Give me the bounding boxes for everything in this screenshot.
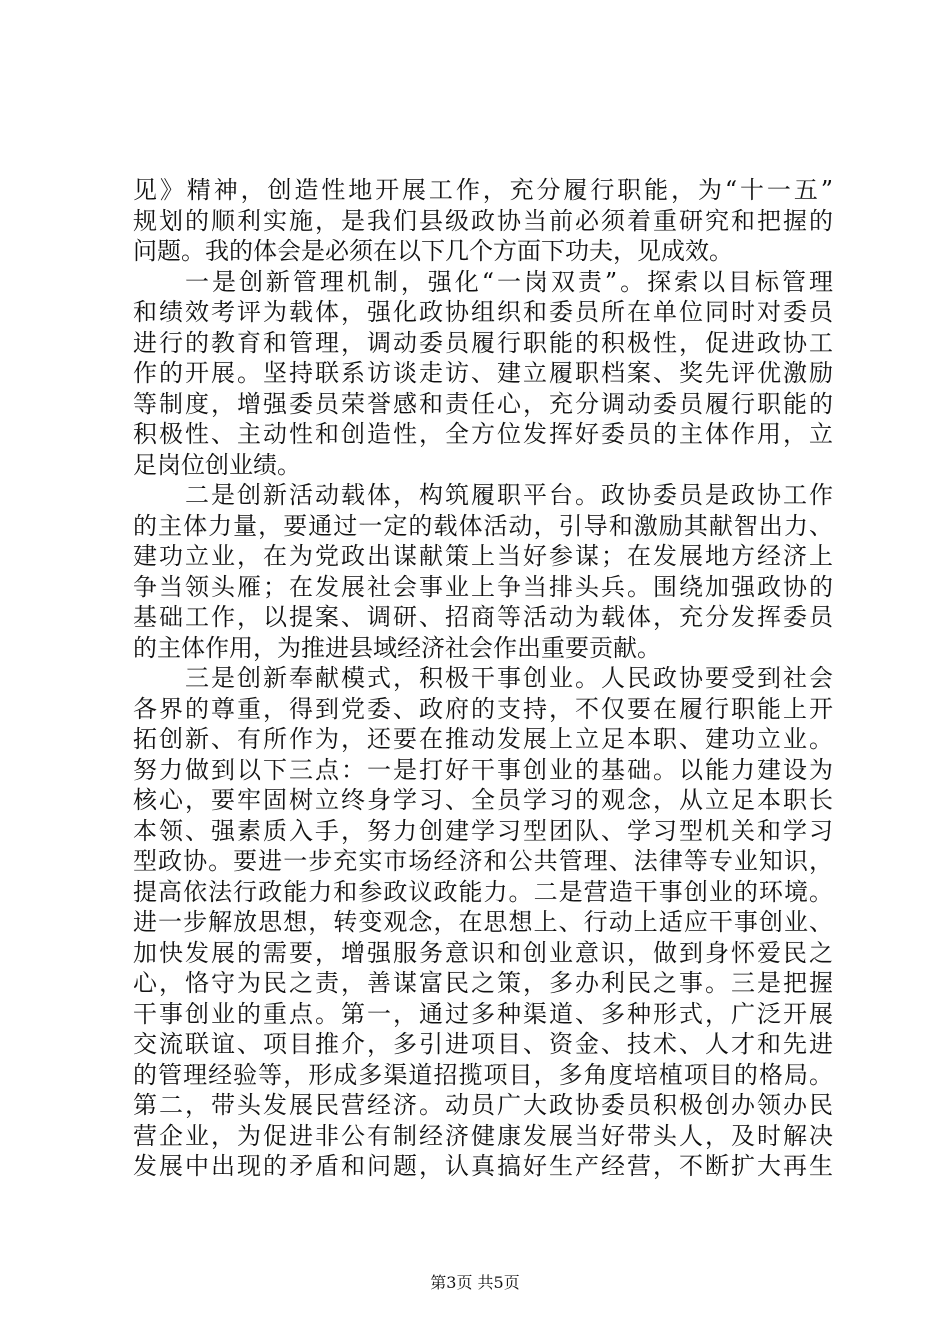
text-line: 本领、强素质入手，努力创建学习型团队、学习型机关和学习 (133, 816, 833, 845)
text-line: 三是创新奉献模式，积极干事创业。人民政协要受到社会 (185, 664, 833, 692)
text-line: 各界的尊重，得到党委、政府的支持，不仅要在履行职能上开 (133, 694, 833, 723)
text-line: 见》精神，创造性地开展工作，充分履行职能，为“十一五” (133, 176, 833, 204)
text-line: 问题。我的体会是必须在以下几个方面下功夫，见成效。 (133, 237, 733, 265)
text-line: 基础工作，以提案、调研、招商等活动为载体，充分发挥委员 (133, 603, 833, 631)
text-line: 足岗位创业绩。 (133, 450, 301, 479)
text-line: 进一步解放思想，转变观念，在思想上、行动上适应干事创业、 (133, 908, 833, 936)
text-line: 作的开展。坚持联系访谈走访、建立履职档案、奖先评优激励 (133, 359, 833, 387)
text-line: 发展中出现的矛盾和问题，认真搞好生产经营，不断扩大再生 (133, 1152, 833, 1180)
text-line: 一是创新管理机制，强化“一岗双责”。探索以目标管理 (185, 267, 833, 296)
text-line: 积极性、主动性和创造性，全方位发挥好委员的主体作用，立 (133, 420, 833, 448)
text-line: 的管理经验等，形成多渠道招揽项目，多角度培植项目的格局。 (133, 1060, 833, 1089)
text-line: 的主体力量，要通过一定的载体活动，引导和激励其献智出力、 (133, 511, 833, 540)
text-line: 努力做到以下三点：一是打好干事创业的基础。以能力建设为 (133, 755, 833, 784)
text-line: 规划的顺利实施，是我们县级政协当前必须着重研究和把握的 (133, 206, 833, 235)
text-line: 建功立业，在为党政出谋献策上当好参谋；在发展地方经济上 (133, 542, 833, 570)
page-number-footer: 第3页 共5页 (430, 1273, 520, 1292)
text-line: 拓创新、有所作为，还要在推动发展上立足本职、建功立业。 (133, 725, 833, 753)
text-line: 和绩效考评为载体，强化政协组织和委员所在单位同时对委员 (133, 298, 833, 326)
text-line: 提高依法行政能力和参政议政能力。二是营造干事创业的环境。 (133, 877, 833, 906)
text-line: 核心，要牢固树立终身学习、全员学习的观念，从立足本职长 (133, 786, 833, 814)
text-line: 营企业，为促进非公有制经济健康发展当好带头人，及时解决 (133, 1121, 833, 1150)
text-line: 争当领头雁；在发展社会事业上争当排头兵。围绕加强政协的 (133, 572, 833, 601)
text-line: 加快发展的需要，增强服务意识和创业意识，做到身怀爱民之 (133, 938, 833, 967)
document-body (133, 175, 833, 1182)
text-line: 心，恪守为民之责，善谋富民之策，多办利民之事。三是把握 (133, 969, 833, 997)
text-line: 第二，带头发展民营经济。动员广大政协委员积极创办领办民 (133, 1091, 833, 1119)
text-line: 二是创新活动载体，构筑履职平台。政协委员是政协工作 (185, 481, 833, 509)
text-line: 型政协。要进一步充实市场经济和公共管理、法律等专业知识， (133, 847, 833, 875)
text-line: 交流联谊、项目推介，多引进项目、资金、技术、人才和先进 (133, 1030, 833, 1058)
text-line: 干事创业的重点。第一，通过多种渠道、多种形式，广泛开展 (133, 999, 833, 1028)
text-line: 的主体作用，为推进县域经济社会作出重要贡献。 (133, 633, 661, 662)
text-line: 等制度，增强委员荣誉感和责任心，充分调动委员履行职能的 (133, 389, 833, 418)
text-line: 进行的教育和管理，调动委员履行职能的积极性，促进政协工 (133, 328, 833, 357)
